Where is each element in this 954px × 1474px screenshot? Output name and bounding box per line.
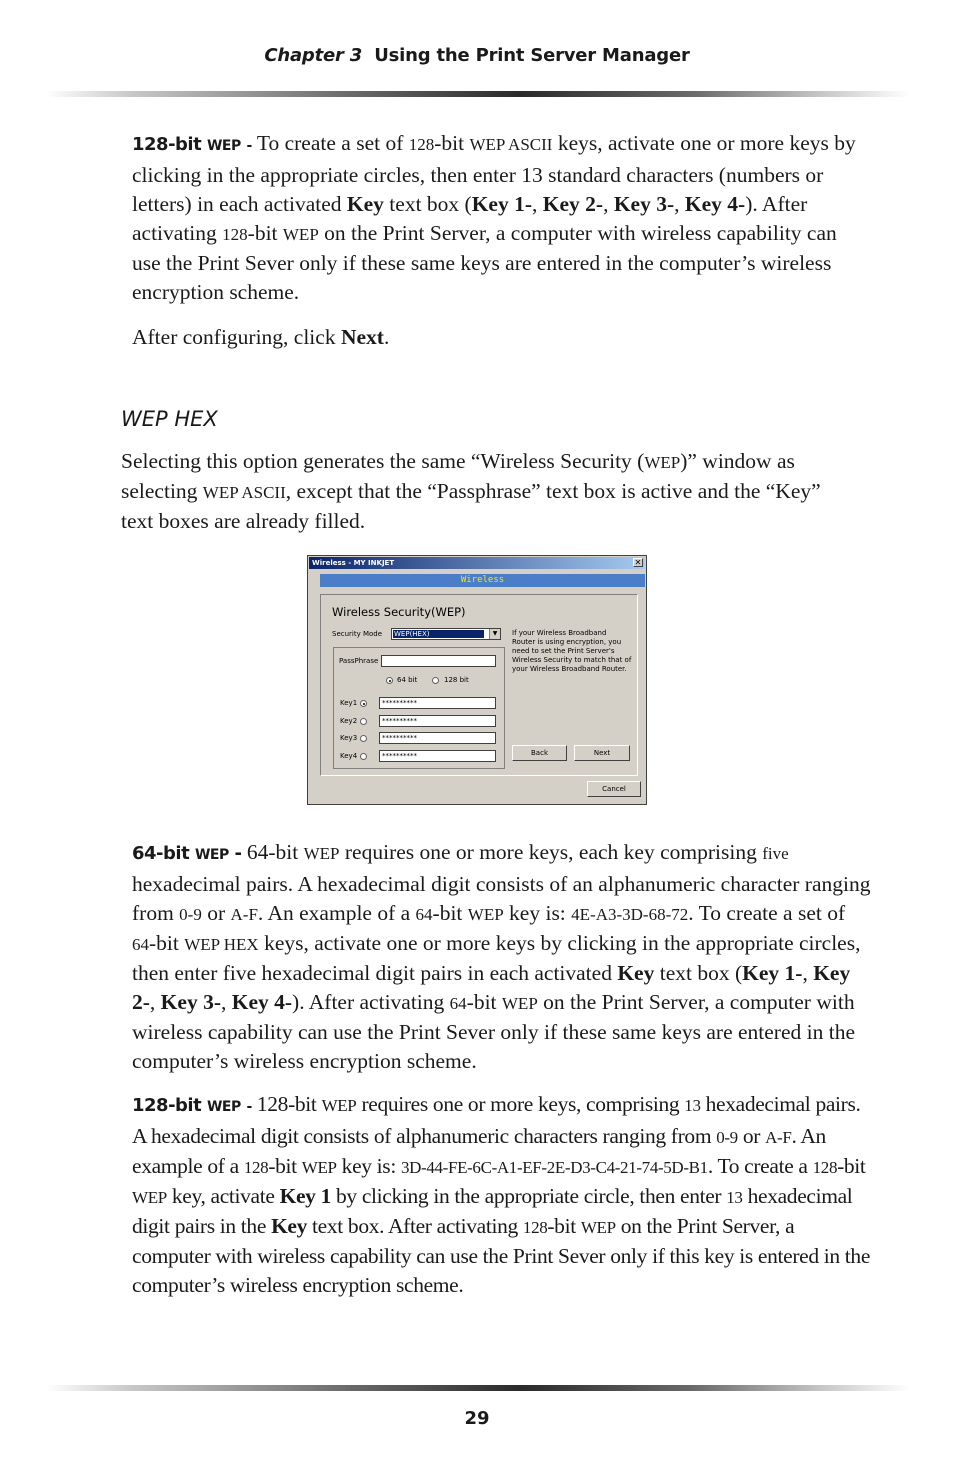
key2-radio[interactable] xyxy=(360,718,367,725)
option-64bit-label: 64 bit xyxy=(397,676,418,684)
next-button[interactable]: Next xyxy=(574,745,630,761)
chapter-label: Chapter 3 xyxy=(264,45,363,66)
key3-input[interactable]: ********** xyxy=(379,732,496,744)
section-heading: WEP HEX xyxy=(121,407,218,431)
key2-label: Key2 xyxy=(340,717,358,725)
paragraph-128bit-wep-ascii: 128-bit WEP - To create a set of 128-bit WEP ASCII keys, activate one or more keys by clicking in the appropriate circles, then enter 13 standard characters (numbers or letters) in each activated Key text box (Key 1-, Key 2-, Key 3-, Key 4-). After activating 128-bit WEP on the Print Server, a computer with wireless capability can use the Print Sever only if these same keys are entered in the computer’s wireless encryption scheme. xyxy=(132,131,856,304)
security-mode-select[interactable] xyxy=(391,628,501,640)
cancel-button[interactable]: Cancel xyxy=(587,781,641,797)
option-128bit-label: 128 bit xyxy=(444,676,469,684)
window-title: Wireless - MY INKJET xyxy=(312,559,395,567)
close-icon[interactable]: ✕ xyxy=(634,558,642,567)
key4-label: Key4 xyxy=(340,752,358,760)
footer-rule xyxy=(45,1385,910,1391)
lead-in: 128-bit WEP - xyxy=(132,134,252,155)
key3-label: Key3 xyxy=(340,734,358,742)
lead-in: 128-bit WEP - xyxy=(132,1095,252,1116)
lead-in: 64-bit WEP - xyxy=(132,843,242,864)
after-configuring-text: After configuring, click Next. xyxy=(132,325,390,349)
security-mode-value: WEP(HEX) xyxy=(393,630,484,638)
help-text-line: Wireless Security to match that of xyxy=(512,656,632,664)
back-button[interactable]: Back xyxy=(512,745,567,761)
help-text-line: your Wireless Broadband Router. xyxy=(512,665,627,673)
chevron-down-icon[interactable]: ▼ xyxy=(489,629,500,639)
key4-input[interactable]: ********** xyxy=(379,750,496,762)
key3-radio[interactable] xyxy=(360,735,367,742)
security-mode-label: Security Mode xyxy=(332,630,383,638)
key1-input[interactable]: ********** xyxy=(379,697,496,709)
key4-radio[interactable] xyxy=(360,753,367,760)
key2-input[interactable]: ********** xyxy=(379,715,496,727)
passphrase-input[interactable] xyxy=(381,655,496,667)
running-header xyxy=(0,45,954,66)
wireless-banner: Wireless xyxy=(320,574,645,587)
help-text-line: need to set the Print Server's xyxy=(512,647,615,655)
passphrase-label: PassPhrase xyxy=(339,657,379,665)
page-number: 29 xyxy=(464,1408,490,1429)
paragraph-64bit-wep-hex: 64-bit WEP - 64-bit WEP requires one or more keys, each key comprising five hexadecimal pairs. A hexadecimal digit consists of an alphanumeric character ranging from 0-9 or A-F. An example of a 64-bit WEP key is: 4E-A3-3D-68-72. To create a set of 64-bit WEP HEX keys, activate one or more keys by clicking in the appropriate circles, then enter five hexadecimal digit pairs in each activated Key text box (Key 1-, Key 2-, Key 3-, Key 4-). After activating 64-bit WEP on the Print Server, a computer with wireless capability can use the Print Sever only if these same keys are entered in the computer’s wireless encryption scheme. xyxy=(132,840,871,1073)
paragraph-128bit-wep-hex: 128-bit WEP - 128-bit WEP requires one or more keys, comprising 13 hexadecimal pairs. A hexadecimal digit consists of alphanumeric characters ranging from 0-9 or A-F. An example of a 128-bit WEP key is: 3D-44-FE-6C-A1-EF-2E-D3-C4-21-74-5D-B1. To create a 128-bit WEP key, activate Key 1 by clicking in the appropriate circle, then enter 13 hexadecimal digit pairs in the Key text box. After activating 128-bit WEP on the Print Server, a computer with wireless capability can use the Print Sever only if this key is entered in the computer’s wireless encryption scheme. xyxy=(132,1092,871,1297)
dialog-heading: Wireless Security(WEP) xyxy=(332,605,466,619)
wireless-dialog xyxy=(307,555,647,805)
key1-radio[interactable] xyxy=(360,700,367,707)
wep-hex-intro: Selecting this option generates the same “Wireless Security (WEP)” window as selecting WEP ASCII, except that the “Passphrase” text box is active and the “Key” text boxes are already filled. xyxy=(121,449,821,533)
title-bar xyxy=(309,557,645,569)
header-rule xyxy=(45,91,910,97)
radio-128bit[interactable] xyxy=(432,677,439,684)
chapter-title: Using the Print Server Manager xyxy=(374,45,690,66)
help-text-line: Router is using encryption, you xyxy=(512,638,622,646)
radio-64bit[interactable] xyxy=(386,677,393,684)
key1-label: Key1 xyxy=(340,699,358,707)
help-text-line: If your Wireless Broadband xyxy=(512,629,607,637)
